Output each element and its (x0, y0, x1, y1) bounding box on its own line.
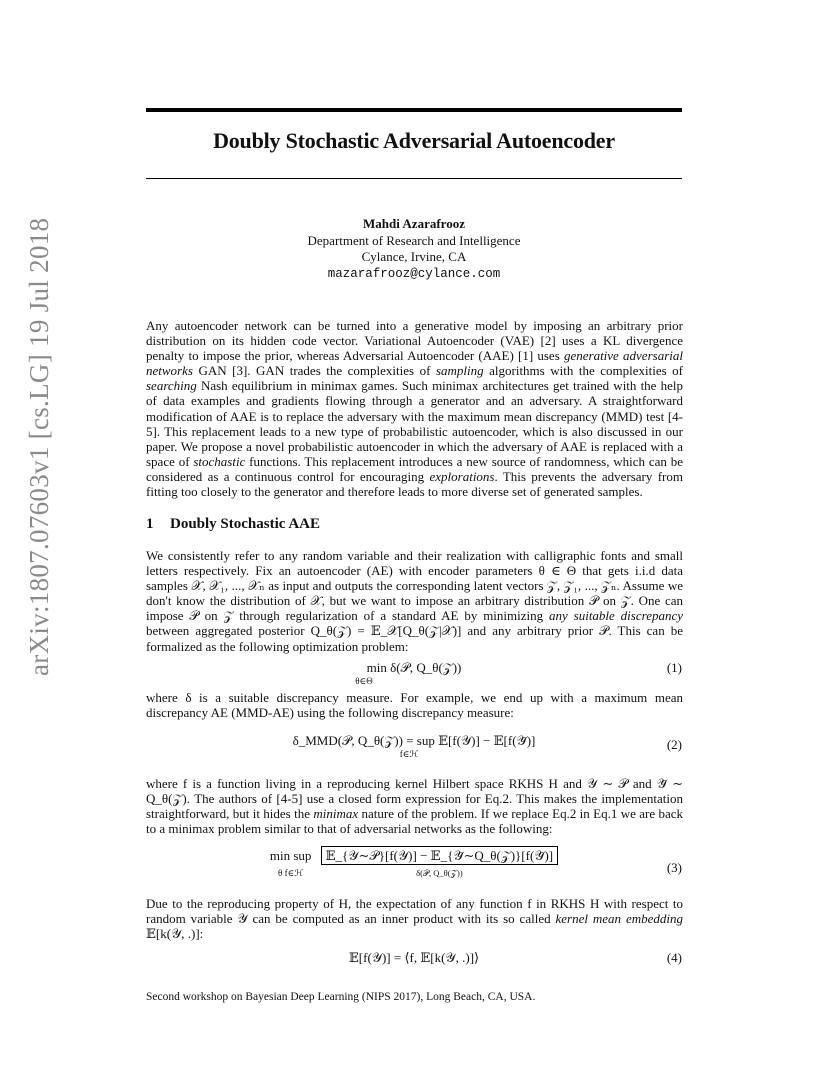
equation-number: (4) (666, 950, 682, 965)
abstract: Any autoencoder network can be turned into a generative model by imposing an arbitrary prior distribution on its hidden code vector. Variational Autoencoder (VAE) [2] uses a KL divergence penalty to impose the prior, whereas Adversarial Autoencoder (AAE) [1] uses generative adversarial networks GAN [3]. GAN trades the complexities of sampling algorithms with the complexities of searching Nash equilibrium in minimax games. Such minimax architectures get trained with the help of data examples and gradients flowing through a generator and an adversary. A straightforward modification of AAE is to replace the adversary with the maximum mean discrepancy (MMD) test [4-5]. This replacement leads to a new type of probabilistic autoencoder, which is also discussed in our paper. We propose a novel probabilistic autoencoder in which the adversary of AAE is replaced with a space of stochastic functions. This replacement introduces a new source of randomness, which can be considered as a continuous control for encouraging explorations. This prevents the adversary from fitting too closely to the generator and therefore leads to more diverse set of generated samples. (146, 318, 684, 500)
section-heading: 1 Doubly Stochastic AAE (146, 516, 321, 532)
paragraph-rkhs: where f is a function living in a reproducing kernel Hilbert space RKHS H and 𝒴 ∼ 𝒫 and 𝒴̃ ∼ Q_θ(𝒵). The authors of [4-5] use a closed form expression for Eq.2. This makes the implementation straightforward, but it hides the minimax nature of the problem. If we replace Eq.2 in Eq.1 we are back to a minimax problem similar to that of adversarial networks as the following: (146, 776, 683, 837)
paragraph-embedding: Due to the reproducing property of H, the expectation of any function f in RKHS H with respect to random variable 𝒴 can be computed as an inner product with its so called kernel mean embedding 𝔼[k(𝒴, .)]: (146, 896, 683, 942)
paragraph-mmd: where δ is a suitable discrepancy measure. For example, we end up with a maximum mean discrepancy AE (MMD-AE) using the following discrepancy measure: (146, 690, 683, 721)
paper-title: Doubly Stochastic Adversarial Autoencoder (213, 128, 615, 153)
title-top-rule (146, 108, 682, 112)
author-location: Cylance, Irvine, CA (361, 249, 467, 264)
equation-number: (2) (666, 737, 682, 752)
equation-number: (3) (666, 860, 682, 875)
arxiv-stamp: arXiv:1807.07603v1 [cs.LG] 19 Jul 2018 (24, 217, 54, 676)
footnote: Second workshop on Bayesian Deep Learning (NIPS 2017), Long Beach, CA, USA. (146, 991, 536, 1003)
boxed-term: 𝔼_{𝒴∼𝒫}[f(𝒴)] − 𝔼_{𝒴̃∼Q_θ(𝒵)}[f(𝒴̃)] (321, 846, 559, 865)
author-name: Mahdi Azarafrooz (363, 216, 465, 231)
title-bottom-rule (146, 178, 682, 179)
paragraph-intro: We consistently refer to any random variable and their realization with calligraphic fonts and small letters respectively. Fix an autoencoder (AE) with encoder parameters θ ∈ Θ that gets i.i.d data samples 𝒳, 𝒳₁, ..., 𝒳ₙ as input and outputs the corresponding latent vectors 𝒵, 𝒵₁, ..., 𝒵ₙ. Assume we don't know the distribution of 𝒳, but we want to impose an arbitrary distribution 𝒫 on 𝒵. One can impose 𝒫 on 𝒵 through regularization of a standard AE by minimizing any suitable discrepancy between aggregated posterior Q_θ(𝒵) = 𝔼_𝒳[Q_θ(𝒵|𝒳)] and any arbitrary prior 𝒫. This can be formalized as the following optimization problem: (146, 548, 684, 654)
author-block (146, 216, 682, 282)
author-email: mazarafrooz@cylance.com (327, 266, 501, 281)
author-affiliation: Department of Research and Intelligence (307, 232, 521, 248)
equation-number: (1) (666, 660, 682, 675)
